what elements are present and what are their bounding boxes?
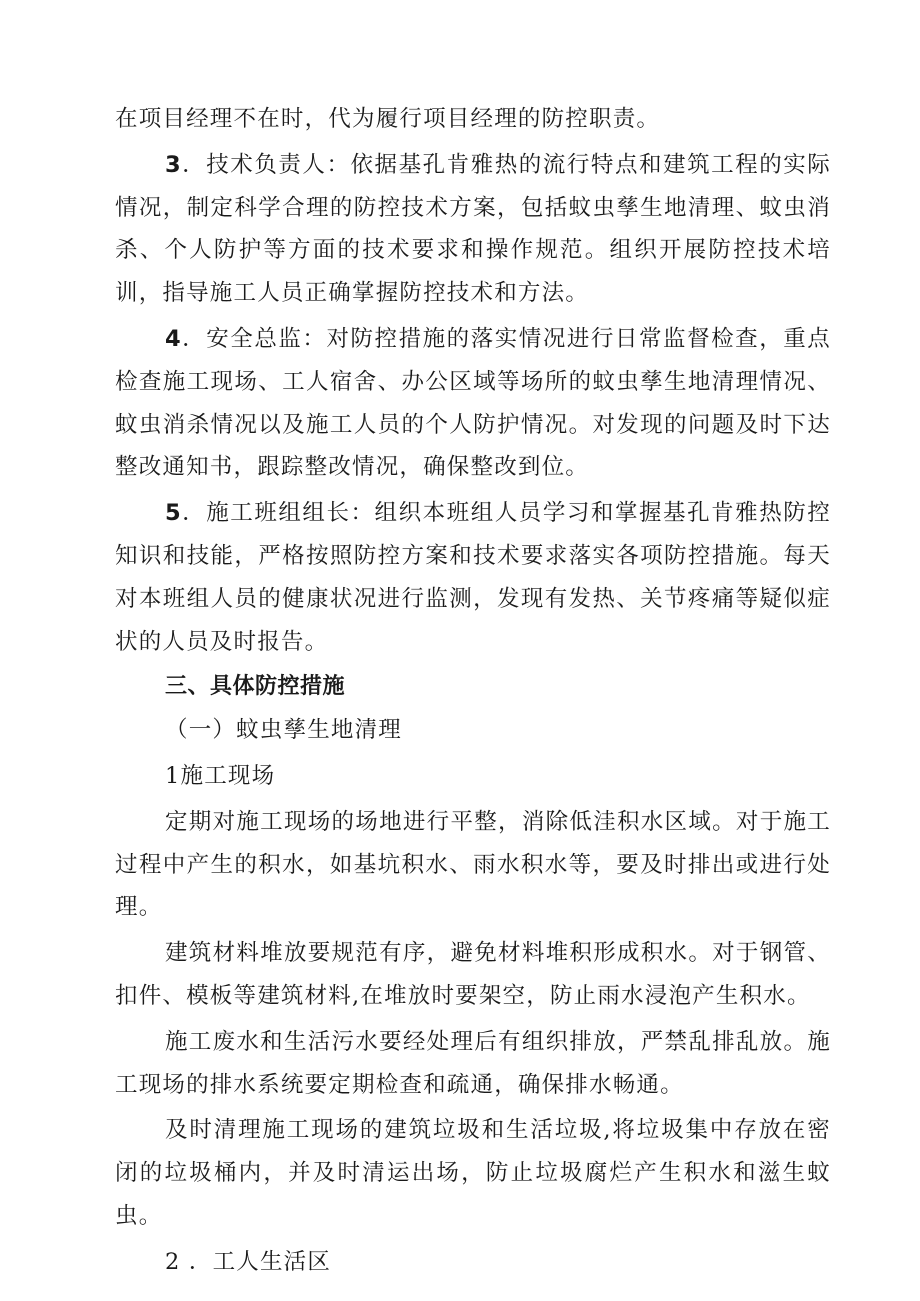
section-heading: 三、具体防控措施 xyxy=(165,674,346,700)
item-number: 5 xyxy=(165,500,182,527)
item-heading-construction-site: 1施工现场 xyxy=(165,762,276,789)
paragraph-technical-lead xyxy=(115,144,831,315)
item-number: 4 xyxy=(165,325,182,352)
paragraph-text: ．施工班组组长：组织本班组人员学习和掌握基孔肯雅热防控知识和技能，严格按照防控方案和技术要求落实各项防控措施。每天对本班组人员的健康状况进行监测，发现有发热、关节疼痛等疑似症状的人员及时报告。 xyxy=(115,500,831,655)
item-heading-living-area: 2 ．工人生活区 xyxy=(165,1248,332,1275)
paragraph-text: ．安全总监：对防控措施的落实情况进行日常监督检查，重点检查施工现场、工人宿舍、办公区域等场所的蚊虫孳生地清理情况、蚊虫消杀情况以及施工人员的个人防护情况。对发现的问题及时下达整改通知书，跟踪整改情况，确保整改到位。 xyxy=(115,325,831,481)
paragraph-material-stacking: 建筑材料堆放要规范有序，避免材料堆积形成积水。对于钢管、扣件、模板等建筑材料,在堆放时要架空，防止雨水浸泡产生积水。 xyxy=(115,940,831,1009)
paragraph-safety-director xyxy=(115,318,831,489)
item-number: 3 xyxy=(165,151,182,178)
paragraph-wastewater: 施工废水和生活污水要经处理后有组织排放，严禁乱排乱放。施工现场的排水系统要定期检查和疏通，确保排水畅通。 xyxy=(115,1028,831,1098)
paragraph-team-leader xyxy=(115,492,831,663)
subsection-heading: （一）蚊虫孳生地清理 xyxy=(165,717,403,744)
paragraph-garbage: 及时清理施工现场的建筑垃圾和生活垃圾,将垃圾集中存放在密闭的垃圾桶内，并及时清运出场，防止垃圾腐烂产生积水和滋生蚊虫。 xyxy=(115,1117,831,1229)
paragraph-continuation: 在项目经理不在时，代为履行项目经理的防控职责。 xyxy=(115,106,661,132)
document-page xyxy=(115,98,831,1284)
paragraph-site-leveling: 定期对施工现场的场地进行平整，消除低洼积水区域。对于施工过程中产生的积水，如基坑积水、雨水积水等，要及时排出或进行处理。 xyxy=(115,808,831,921)
paragraph-text: ．技术负责人：依据基孔肯雅热的流行特点和建筑工程的实际情况，制定科学合理的防控技术方案，包括蚊虫孳生地清理、蚊虫消杀、个人防护等方面的技术要求和操作规范。组织开展防控技术培训，指导施工人员正确掌握防控技术和方法。 xyxy=(115,151,831,307)
